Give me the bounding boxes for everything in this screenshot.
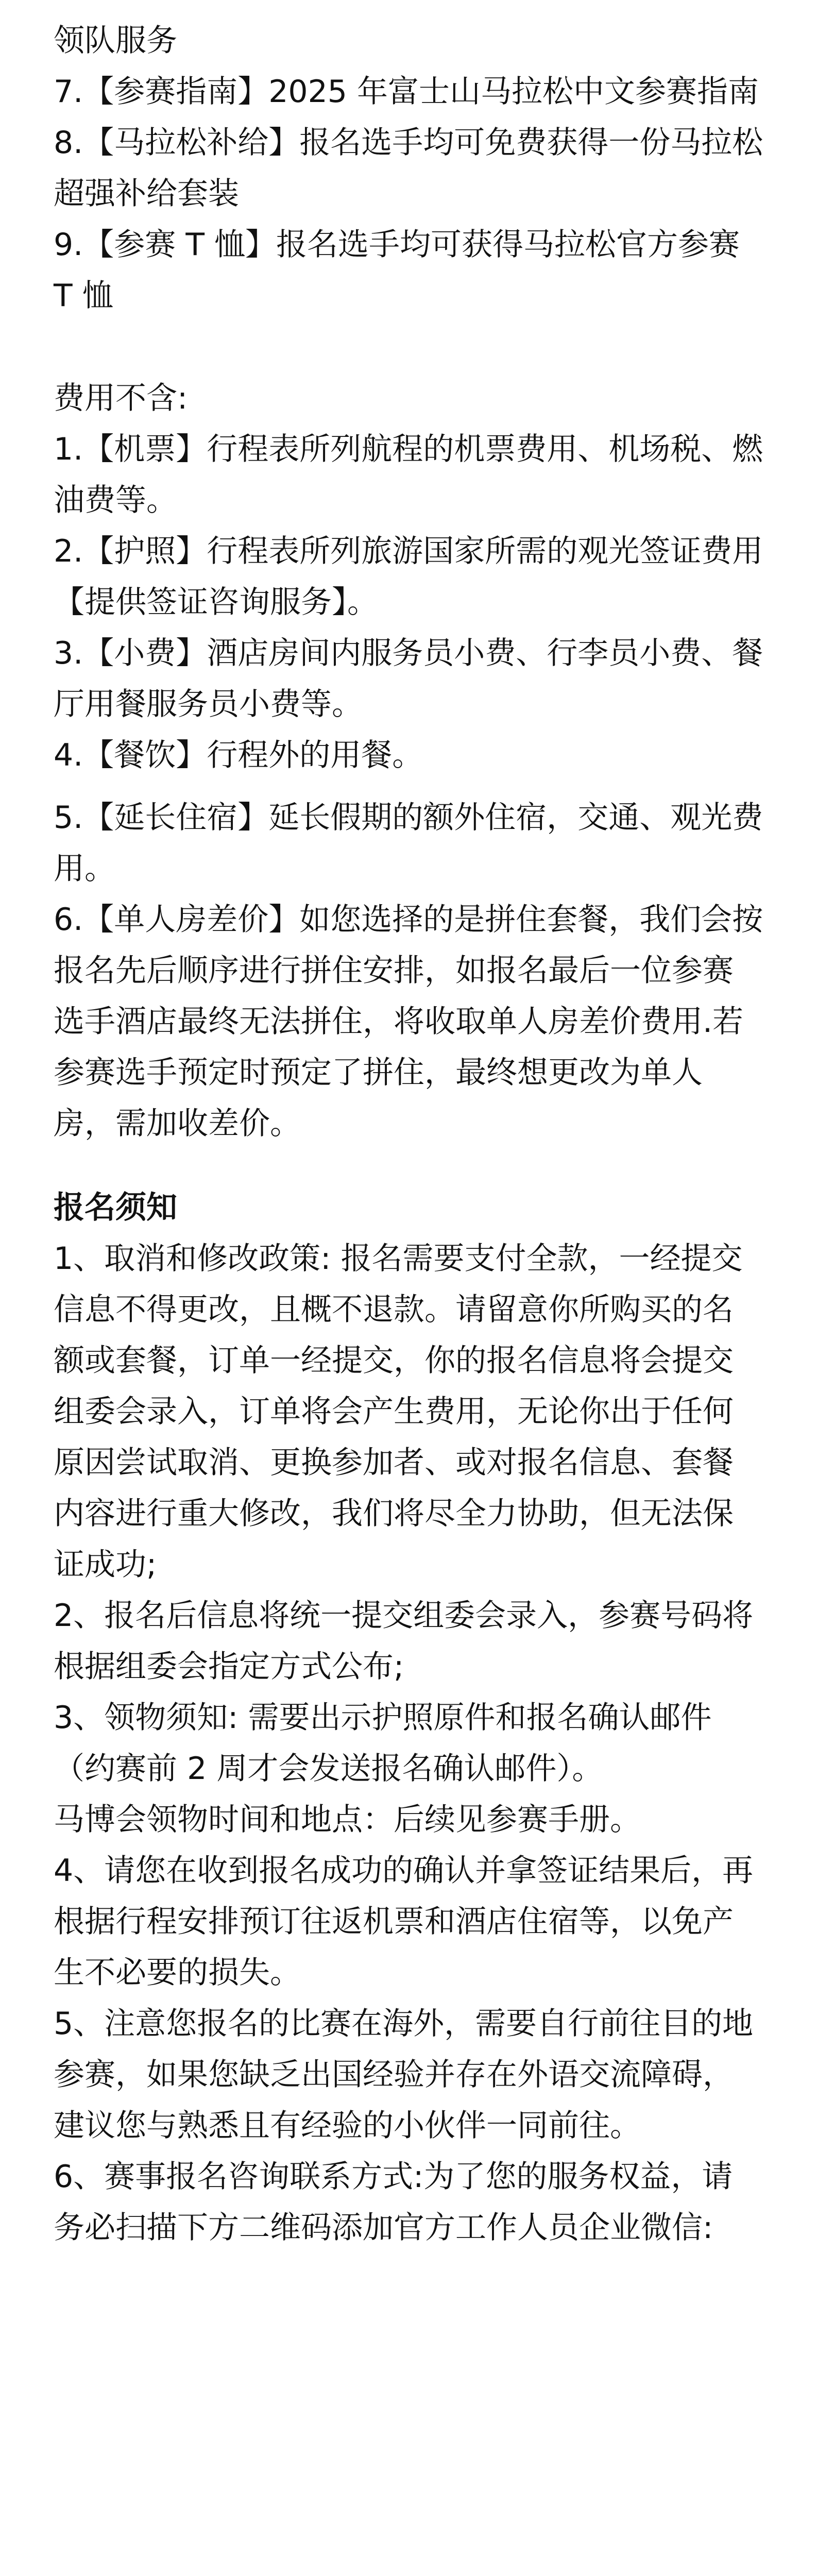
excluded-item-4: 4.【餐饮】行程外的用餐。 (54, 737, 423, 773)
excluded-item-3: 3.【小费】酒店房间内服务员小费、行李员小费、餐厅用餐服务员小费等。 (54, 635, 763, 722)
notice-item-3: 3、领物须知: 需要出示护照原件和报名确认邮件（约赛前 2 周才会发送报名确认邮件）。 (54, 1700, 712, 1787)
notice-item-6: 6、赛事报名咨询联系方式:为了您的服务权益，请务必扫描下方二维码添加官方工作人员企业微信: (54, 2159, 733, 2246)
notice-item-1: 1、取消和修改政策: 报名需要支付全款，一经提交信息不得更改，且概不退款。请留意你所购买的名额或套餐，订单一经提交，你的报名信息将会提交组委会录入，订单将会产生费用，无论你出于任何原因尝试取消、更换参加者、或对报名信息、套餐内容进行重大修改，我们将尽全力协助，但无法保证成功; (54, 1241, 743, 1583)
notice-item-3-pickup: 马博会领物时间和地点：后续见参赛手册。 (54, 1802, 641, 1838)
article-body (54, 15, 763, 2253)
service-item-9: 9.【参赛 T 恤】报名选手均可获得马拉松官方参赛 T 恤 (54, 227, 740, 314)
excluded-item-2: 2.【护照】行程表所列旅游国家所需的观光签证费用【提供签证咨询服务】。 (54, 533, 763, 620)
service-item-8: 8.【马拉松补给】报名选手均可免费获得一份马拉松超强补给套装 (54, 125, 763, 212)
notice-item-2: 2、报名后信息将统一提交组委会录入，参赛号码将根据组委会指定方式公布; (54, 1598, 754, 1685)
notice-item-4: 4、请您在收到报名成功的确认并拿签证结果后，再根据行程安排预订往返机票和酒店住宿等，以免产生不必要的损失。 (54, 1853, 754, 1991)
excluded-item-1: 1.【机票】行程表所列航程的机票费用、机场税、燃油费等。 (54, 431, 763, 518)
service-leader: 领队服务 (54, 23, 177, 59)
excluded-item-6: 6.【单人房差价】如您选择的是拼住套餐，我们会按报名先后顺序进行拼住安排，如报名最后一位参赛选手酒店最终无法拼住，将收取单人房差价费用.若参赛选手预定时预定了拼住，最终想更改为单人房，需加收差价。 (54, 902, 763, 1142)
notice-heading: 报名须知 (54, 1190, 177, 1226)
notice-item-5: 5、注意您报名的比赛在海外，需要自行前往目的地参赛，如果您缺乏出国经验并存在外语交流障碍，建议您与熟悉且有经验的小伙伴一同前往。 (54, 2006, 754, 2144)
excluded-item-5: 5.【延长住宿】延长假期的额外住宿，交通、观光费用。 (54, 800, 763, 887)
service-item-7: 7.【参赛指南】2025 年富士山马拉松中文参赛指南 (54, 74, 759, 110)
excluded-heading: 费用不含: (54, 380, 188, 416)
